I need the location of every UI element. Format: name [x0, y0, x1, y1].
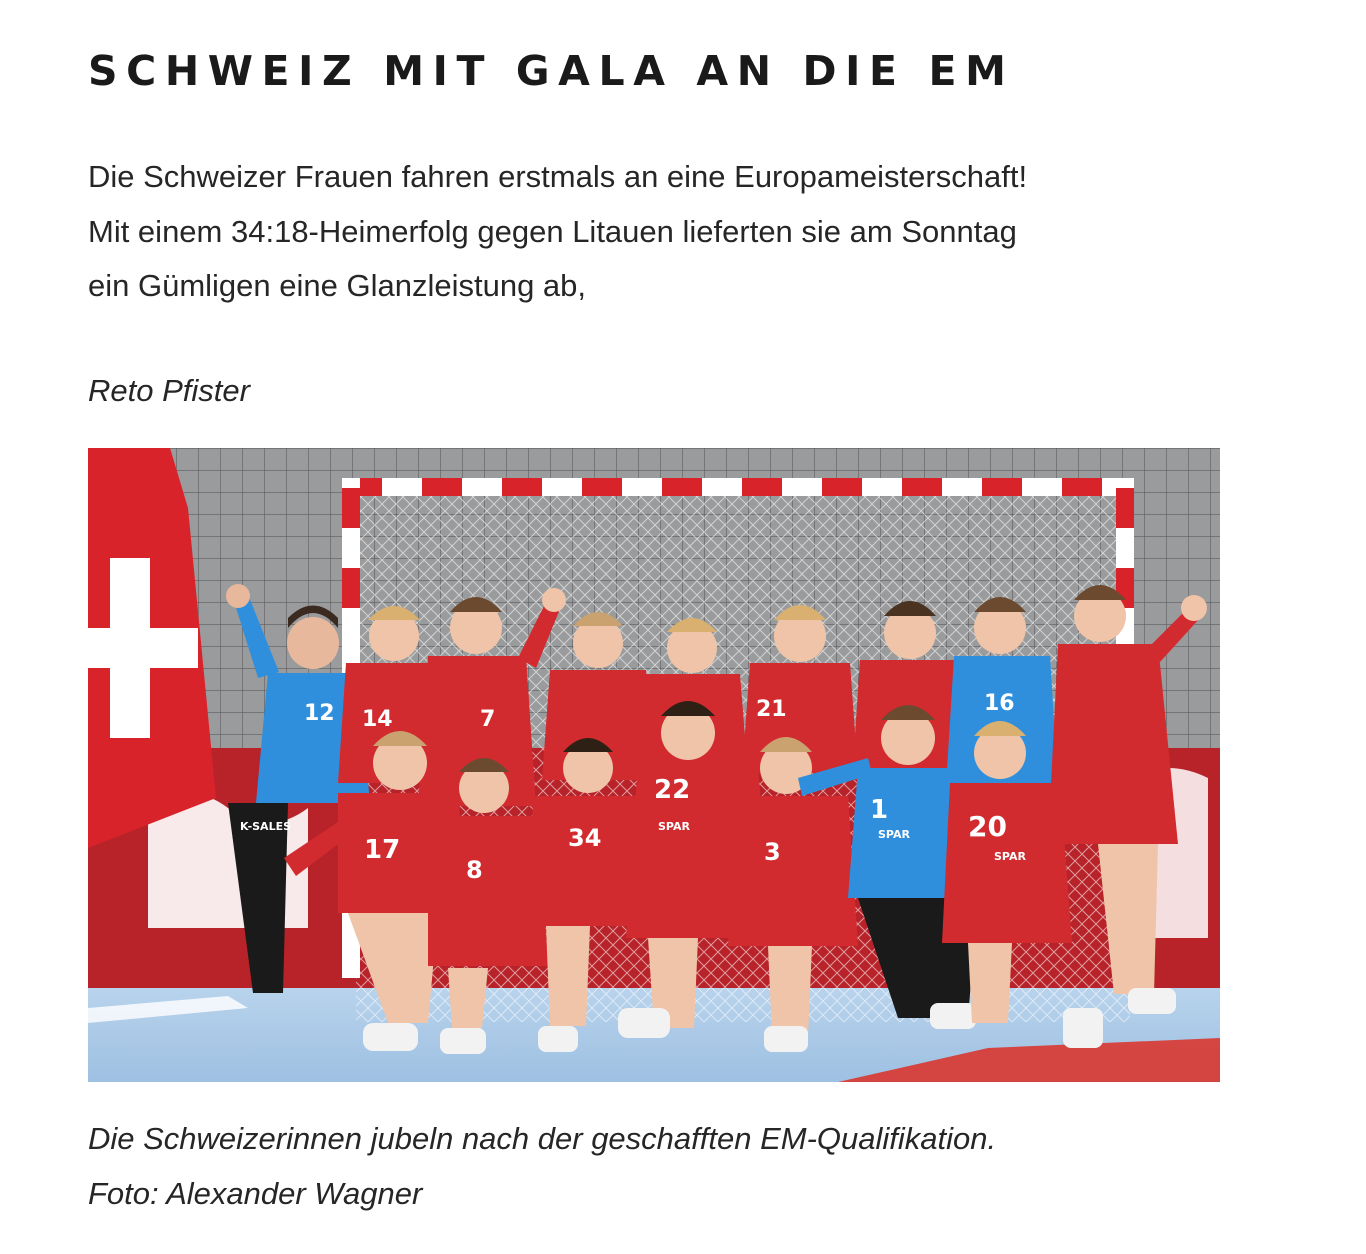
lead-line-1: Die Schweizer Frauen fahren erstmals an eine Europameisterschaft! — [88, 159, 1028, 194]
article-headline: SCHWEIZ MIT GALA AN DIE EM — [88, 47, 1015, 95]
jersey-number-17: 17 — [364, 835, 401, 865]
jersey-number-12: 12 — [304, 701, 335, 726]
front-row-players — [284, 701, 1103, 1054]
jersey-number-34: 34 — [568, 824, 602, 852]
jersey-number-20: 20 — [968, 810, 1007, 843]
jersey-number-16: 16 — [984, 691, 1015, 716]
article-author: Reto Pfister — [88, 373, 250, 408]
ad-label: K-SALES — [240, 820, 292, 833]
team-photo-illustration — [88, 448, 1220, 1082]
lead-line-2: Mit einem 34:18-Heimerfolg gegen Litauen lieferten sie am Sonntag — [88, 213, 1017, 249]
jersey-number-22: 22 — [654, 775, 691, 805]
jersey-number-8: 8 — [466, 856, 483, 884]
jersey-number-14: 14 — [362, 707, 393, 732]
jersey-number-21: 21 — [756, 697, 787, 722]
jersey-number-7: 7 — [480, 707, 496, 732]
lead-line-3: ein Gümligen eine Glanzleistung ab, — [88, 268, 587, 303]
jersey-number-1: 1 — [870, 795, 889, 825]
photo-caption — [88, 1111, 996, 1221]
sponsor-label: SPAR — [658, 820, 690, 833]
sponsor-label: SPAR — [878, 828, 910, 841]
caption-text: Die Schweizerinnen jubeln nach der geschafften EM-Qualifikation. — [88, 1121, 997, 1156]
jersey-number-3: 3 — [764, 838, 781, 866]
photo-credit: Foto: Alexander Wagner — [88, 1176, 423, 1211]
team-photo — [88, 448, 1220, 1082]
sponsor-label: SPAR — [994, 850, 1026, 863]
article-lead — [88, 150, 1220, 314]
